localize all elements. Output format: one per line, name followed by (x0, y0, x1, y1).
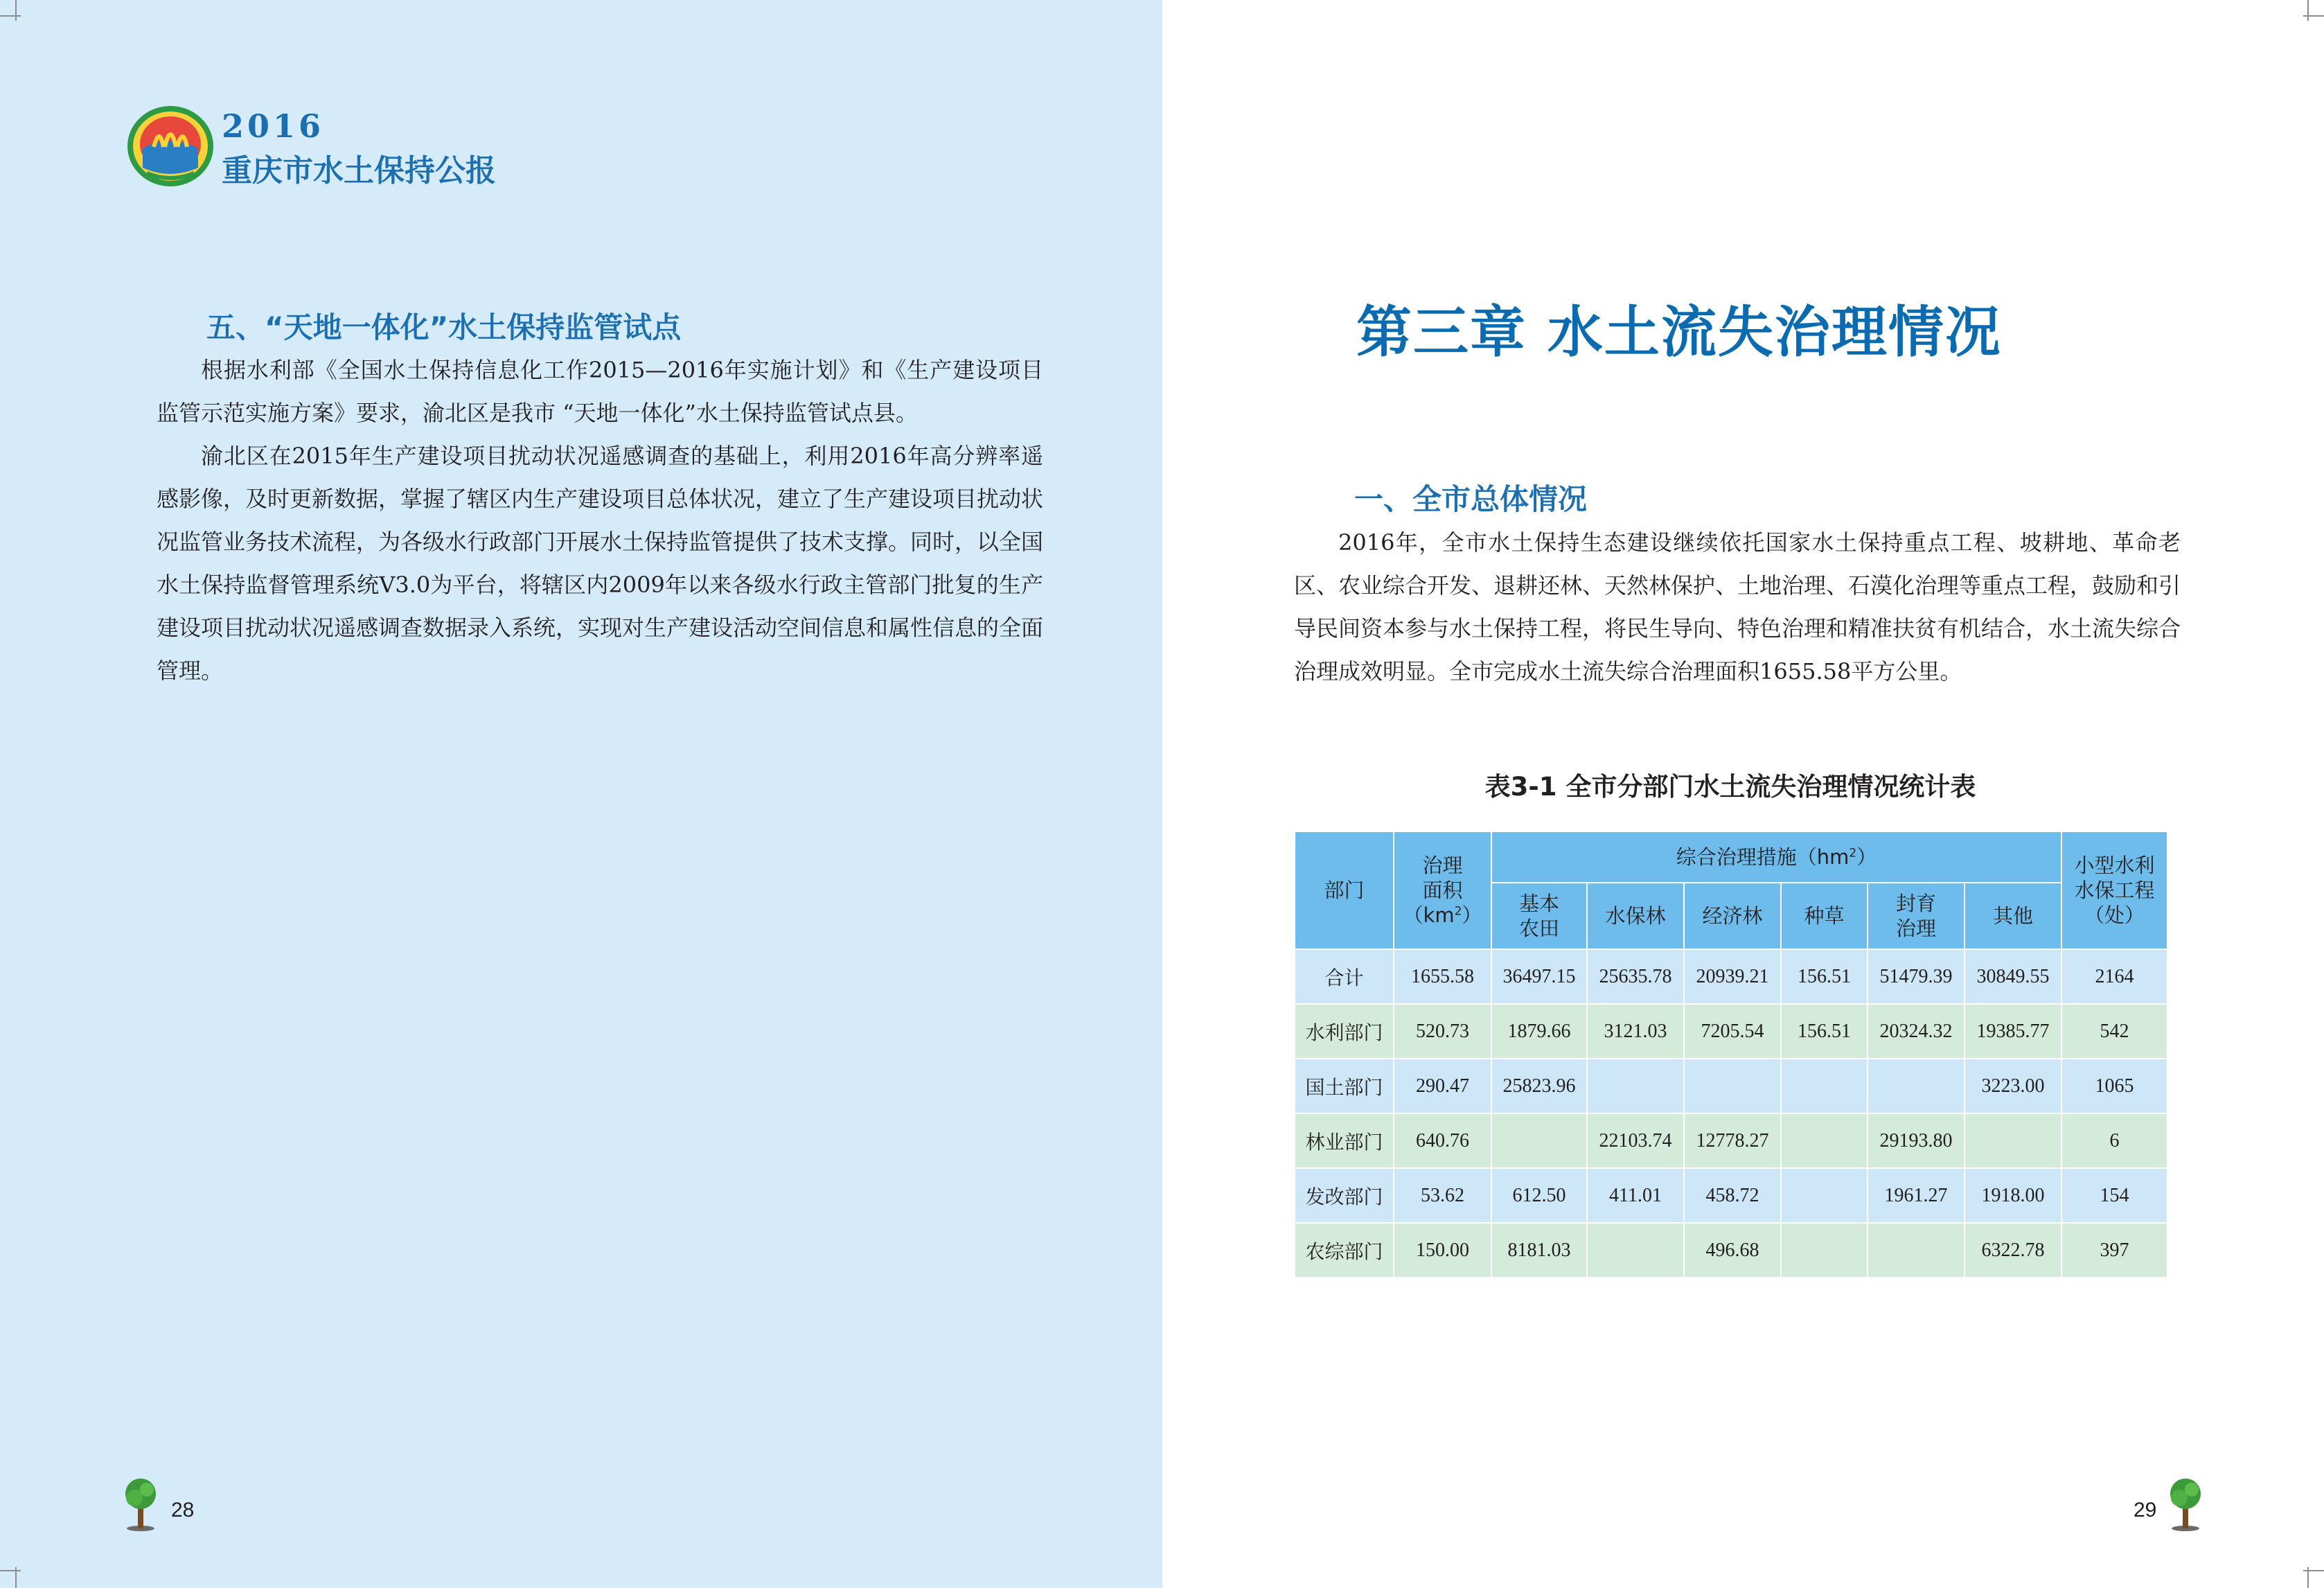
header-area-line1: 治理 (1422, 854, 1463, 877)
header-small-line3: （处） (2084, 903, 2145, 927)
table-row (1295, 1113, 2167, 1168)
statistics-table (1294, 831, 2168, 1278)
table-cell: 1918.00 (1964, 1168, 2061, 1223)
table-cell: 25635.78 (1587, 949, 1684, 1004)
crop-mark (0, 1570, 21, 1571)
table-cell: 林业部门 (1295, 1113, 1394, 1168)
table-cell: 20939.21 (1684, 949, 1781, 1004)
header-small-works (2061, 831, 2167, 949)
table-cell: 1065 (2061, 1059, 2167, 1113)
chapter-title: 第三章 水土流失治理情况 (1356, 300, 2002, 364)
table-cell: 640.76 (1394, 1113, 1491, 1168)
header-area (1394, 831, 1491, 949)
table-cell (1781, 1168, 1868, 1223)
header-measures-text: 综合治理措施（hm (1676, 845, 1850, 869)
table-cell: 6 (2061, 1113, 2167, 1168)
table-cell: 542 (2061, 1004, 2167, 1059)
header-area-sup: 2 (1454, 904, 1462, 919)
tree-icon (122, 1476, 159, 1531)
header-other: 其他 (1964, 883, 2061, 949)
table-cell (1868, 1059, 1964, 1113)
table-caption: 表3-1 全市分部门水土流失治理情况统计表 (1484, 772, 1976, 802)
table-row (1295, 1223, 2167, 1278)
table-cell: 2164 (2061, 949, 2167, 1004)
table-cell: 154 (2061, 1168, 2167, 1223)
table-cell: 7205.54 (1684, 1004, 1781, 1059)
header-basic-line1: 基本 (1518, 892, 1559, 915)
table-cell (1491, 1113, 1587, 1168)
table-cell: 30849.55 (1964, 949, 2061, 1004)
table-cell: 411.01 (1587, 1168, 1684, 1223)
crop-mark (15, 0, 17, 21)
table-cell: 1879.66 (1491, 1004, 1587, 1059)
crop-mark (2303, 15, 2324, 17)
table-cell (1587, 1059, 1684, 1113)
table-cell: 612.50 (1491, 1168, 1587, 1223)
table-cell: 29193.80 (1868, 1113, 1964, 1168)
table-cell: 156.51 (1781, 949, 1868, 1004)
subsection-title: 一、全市总体情况 (1354, 482, 1588, 516)
table-cell: 496.68 (1684, 1223, 1781, 1278)
header-small-line1: 小型水利 (2074, 854, 2155, 877)
header-dept: 部门 (1295, 831, 1394, 949)
header-measures (1491, 831, 2061, 883)
table-cell: 1961.27 (1868, 1168, 1964, 1223)
table-cell: 6322.78 (1964, 1223, 2061, 1278)
table-cell: 458.72 (1684, 1168, 1781, 1223)
left-paragraph-1: 根据水利部《全国水土保持信息化工作2015—2016年实施计划》和《生产建设项目监管示范实施方案》要求，渝北区是我市 “天地一体化”水土保持监管试点县。 (157, 357, 1043, 426)
table-cell (1781, 1113, 1868, 1168)
table-cell: 150.00 (1394, 1223, 1491, 1278)
header-area-line2: 面积 (1422, 879, 1463, 902)
header-year: 2016 (222, 107, 325, 145)
table-cell: 25823.96 (1491, 1059, 1587, 1113)
table-cell: 水利部门 (1295, 1004, 1394, 1059)
table-cell (1684, 1059, 1781, 1113)
header-measures-end: ） (1856, 845, 1877, 869)
header-basic-line2: 农田 (1518, 917, 1559, 940)
table-cell: 12778.27 (1684, 1113, 1781, 1168)
table-cell: 农综部门 (1295, 1223, 1394, 1278)
table-row (1295, 1004, 2167, 1059)
table-cell: 51479.39 (1868, 949, 1964, 1004)
table-cell: 国土部门 (1295, 1059, 1394, 1113)
header-small-line2: 水保工程 (2074, 879, 2155, 902)
table-cell (1781, 1223, 1868, 1278)
header-area-unit: （km (1403, 903, 1455, 927)
left-paragraph-2: 渝北区在2015年生产建设项目扰动状况遥感调查的基础上，利用2016年高分辨率遥感影像，及时更新数据，掌握了辖区内生产建设项目总体状况，建立了生产建设项目扰动状况监管业务技术流程，为各级水行政部门开展水土保持监管提供了技术支撑。同时，以全国水土保持监督管理系统V3.0为平台，将辖区内2009年以来各级水行政主管部门批复的生产建设项目扰动状况遥感调查数据录入系统，实现对生产建设活动空间信息和属性信息的全面管理。 (157, 443, 1044, 684)
table-cell: 22103.74 (1587, 1113, 1684, 1168)
header-title: 重庆市水土保持公报 (222, 153, 496, 188)
table-cell: 8181.03 (1491, 1223, 1587, 1278)
table-cell: 156.51 (1781, 1004, 1868, 1059)
table-cell: 36497.15 (1491, 949, 1587, 1004)
table-cell: 19385.77 (1964, 1004, 2061, 1059)
table-cell: 520.73 (1394, 1004, 1491, 1059)
header-measures-sup: 2 (1849, 846, 1857, 861)
table-cell (1868, 1223, 1964, 1278)
header-water-forest: 水保林 (1587, 883, 1684, 949)
table-cell: 合计 (1295, 949, 1394, 1004)
crop-mark (0, 15, 21, 17)
table-cell: 20324.32 (1868, 1004, 1964, 1059)
header-closure-line1: 封育 (1895, 892, 1936, 915)
page-number-right: 29 (2134, 1499, 2157, 1521)
table-row (1295, 1059, 2167, 1113)
table-cell (1587, 1223, 1684, 1278)
right-paragraph: 2016年，全市水土保持生态建设继续依托国家水土保持重点工程、坡耕地、革命老区、农业综合开发、退耕还林、天然林保护、土地治理、石漠化治理等重点工程，鼓励和引导民间资本参与水土保持工程，将民生导向、特色治理和精准扶贫有机结合，水土流失综合治理成效明显。全市完成水土流失综合治理面积1655.58平方公里。 (1294, 529, 2181, 685)
table-cell: 397 (2061, 1223, 2167, 1278)
header-closure (1868, 883, 1964, 949)
crop-mark (2307, 0, 2309, 21)
table-cell (1964, 1113, 2061, 1168)
table-cell: 1655.58 (1394, 949, 1491, 1004)
section-title: 五、“天地一体化”水土保持监管试点 (206, 310, 682, 344)
header-grass: 种草 (1781, 883, 1868, 949)
table-cell: 3121.03 (1587, 1004, 1684, 1059)
table-row (1295, 1168, 2167, 1223)
tree-icon (2167, 1476, 2204, 1531)
table-cell: 发改部门 (1295, 1168, 1394, 1223)
header-basic-farmland (1491, 883, 1587, 949)
header-economic-forest: 经济林 (1684, 883, 1781, 949)
crop-mark (2303, 1570, 2324, 1571)
table-row (1295, 949, 2167, 1004)
table-cell: 3223.00 (1964, 1059, 2061, 1113)
header-area-end: ） (1462, 903, 1482, 927)
table-cell (1781, 1059, 1868, 1113)
header-closure-line2: 治理 (1895, 917, 1936, 940)
table-cell: 53.62 (1394, 1168, 1491, 1223)
table-cell: 290.47 (1394, 1059, 1491, 1113)
page-number-left: 28 (171, 1499, 195, 1521)
